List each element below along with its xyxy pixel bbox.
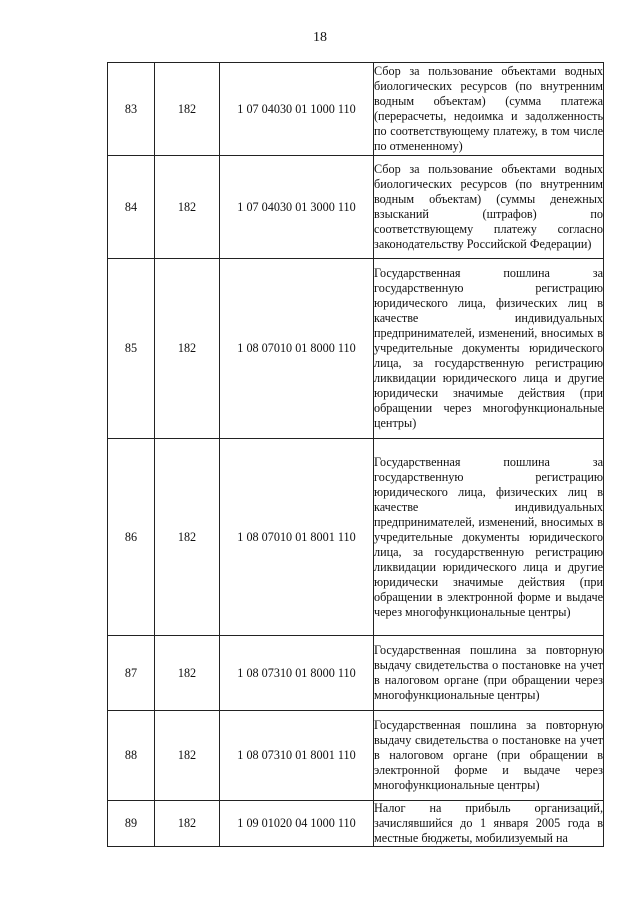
income-description: Сбор за пользование объектами водных биологических ресурсов (по внутренним водным объектам) (суммы денежных взысканий (штрафов) по соответствующему платежу согласно законодательству Российской Федерации) (374, 156, 604, 259)
table-row (108, 63, 604, 156)
administrator-code: 182 (155, 439, 220, 636)
income-description: Государственная пошлина за повторную выдачу свидетельства о постановке на учет в налоговом органе (при обращении через многофункциональные центры) (374, 636, 604, 711)
income-description: Государственная пошлина за государственную регистрацию юридического лица, физических лиц в качестве индивидуальных предпринимателей, изменений, вносимых в учредительные документы юридического лица, за государственную регистрацию ликвидации юридического лица и другие юридически значимые действия (при обращении через многофункциональные центры) (374, 259, 604, 439)
budget-classification-code: 1 08 07010 01 8000 110 (220, 259, 374, 439)
budget-classification-code: 1 08 07310 01 8001 110 (220, 711, 374, 801)
administrator-code: 182 (155, 63, 220, 156)
administrator-code: 182 (155, 801, 220, 847)
budget-classification-code: 1 09 01020 04 1000 110 (220, 801, 374, 847)
table-row (108, 439, 604, 636)
table-row (108, 636, 604, 711)
administrator-code: 182 (155, 156, 220, 259)
administrator-code: 182 (155, 259, 220, 439)
table-row (108, 801, 604, 847)
budget-classification-code: 1 07 04030 01 3000 110 (220, 156, 374, 259)
table-row (108, 156, 604, 259)
row-number: 87 (108, 636, 155, 711)
budget-classification-code: 1 07 04030 01 1000 110 (220, 63, 374, 156)
income-description: Сбор за пользование объектами водных биологических ресурсов (по внутренним водным объектам) (сумма платежа (перерасчеты, недоимка и задолженность по соответствующему платежу, в том числе по отмененному) (374, 63, 604, 156)
budget-classification-code: 1 08 07310 01 8000 110 (220, 636, 374, 711)
administrator-code: 182 (155, 711, 220, 801)
row-number: 83 (108, 63, 155, 156)
table-row (108, 711, 604, 801)
row-number: 85 (108, 259, 155, 439)
row-number: 89 (108, 801, 155, 847)
administrator-code: 182 (155, 636, 220, 711)
budget-codes-table (107, 62, 604, 847)
income-description: Государственная пошлина за государственную регистрацию юридического лица, физических лиц в качестве индивидуальных предпринимателей, изменений, вносимых в учредительные документы юридического лица, за государственную регистрацию ликвидации юридического лица и другие юридически значимые действия (при обращении в электронной форме и выдаче через многофункциональные центры) (374, 439, 604, 636)
income-description: Государственная пошлина за повторную выдачу свидетельства о постановке на учет в налоговом органе (при обращении в электронной форме и выдаче через многофункциональные центры) (374, 711, 604, 801)
row-number: 84 (108, 156, 155, 259)
table-row (108, 259, 604, 439)
page-number: 18 (313, 30, 327, 45)
budget-classification-code: 1 08 07010 01 8001 110 (220, 439, 374, 636)
row-number: 88 (108, 711, 155, 801)
income-description: Налог на прибыль организаций, зачислявшийся до 1 января 2005 года в местные бюджеты, мобилизуемый на (374, 801, 603, 845)
row-number: 86 (108, 439, 155, 636)
